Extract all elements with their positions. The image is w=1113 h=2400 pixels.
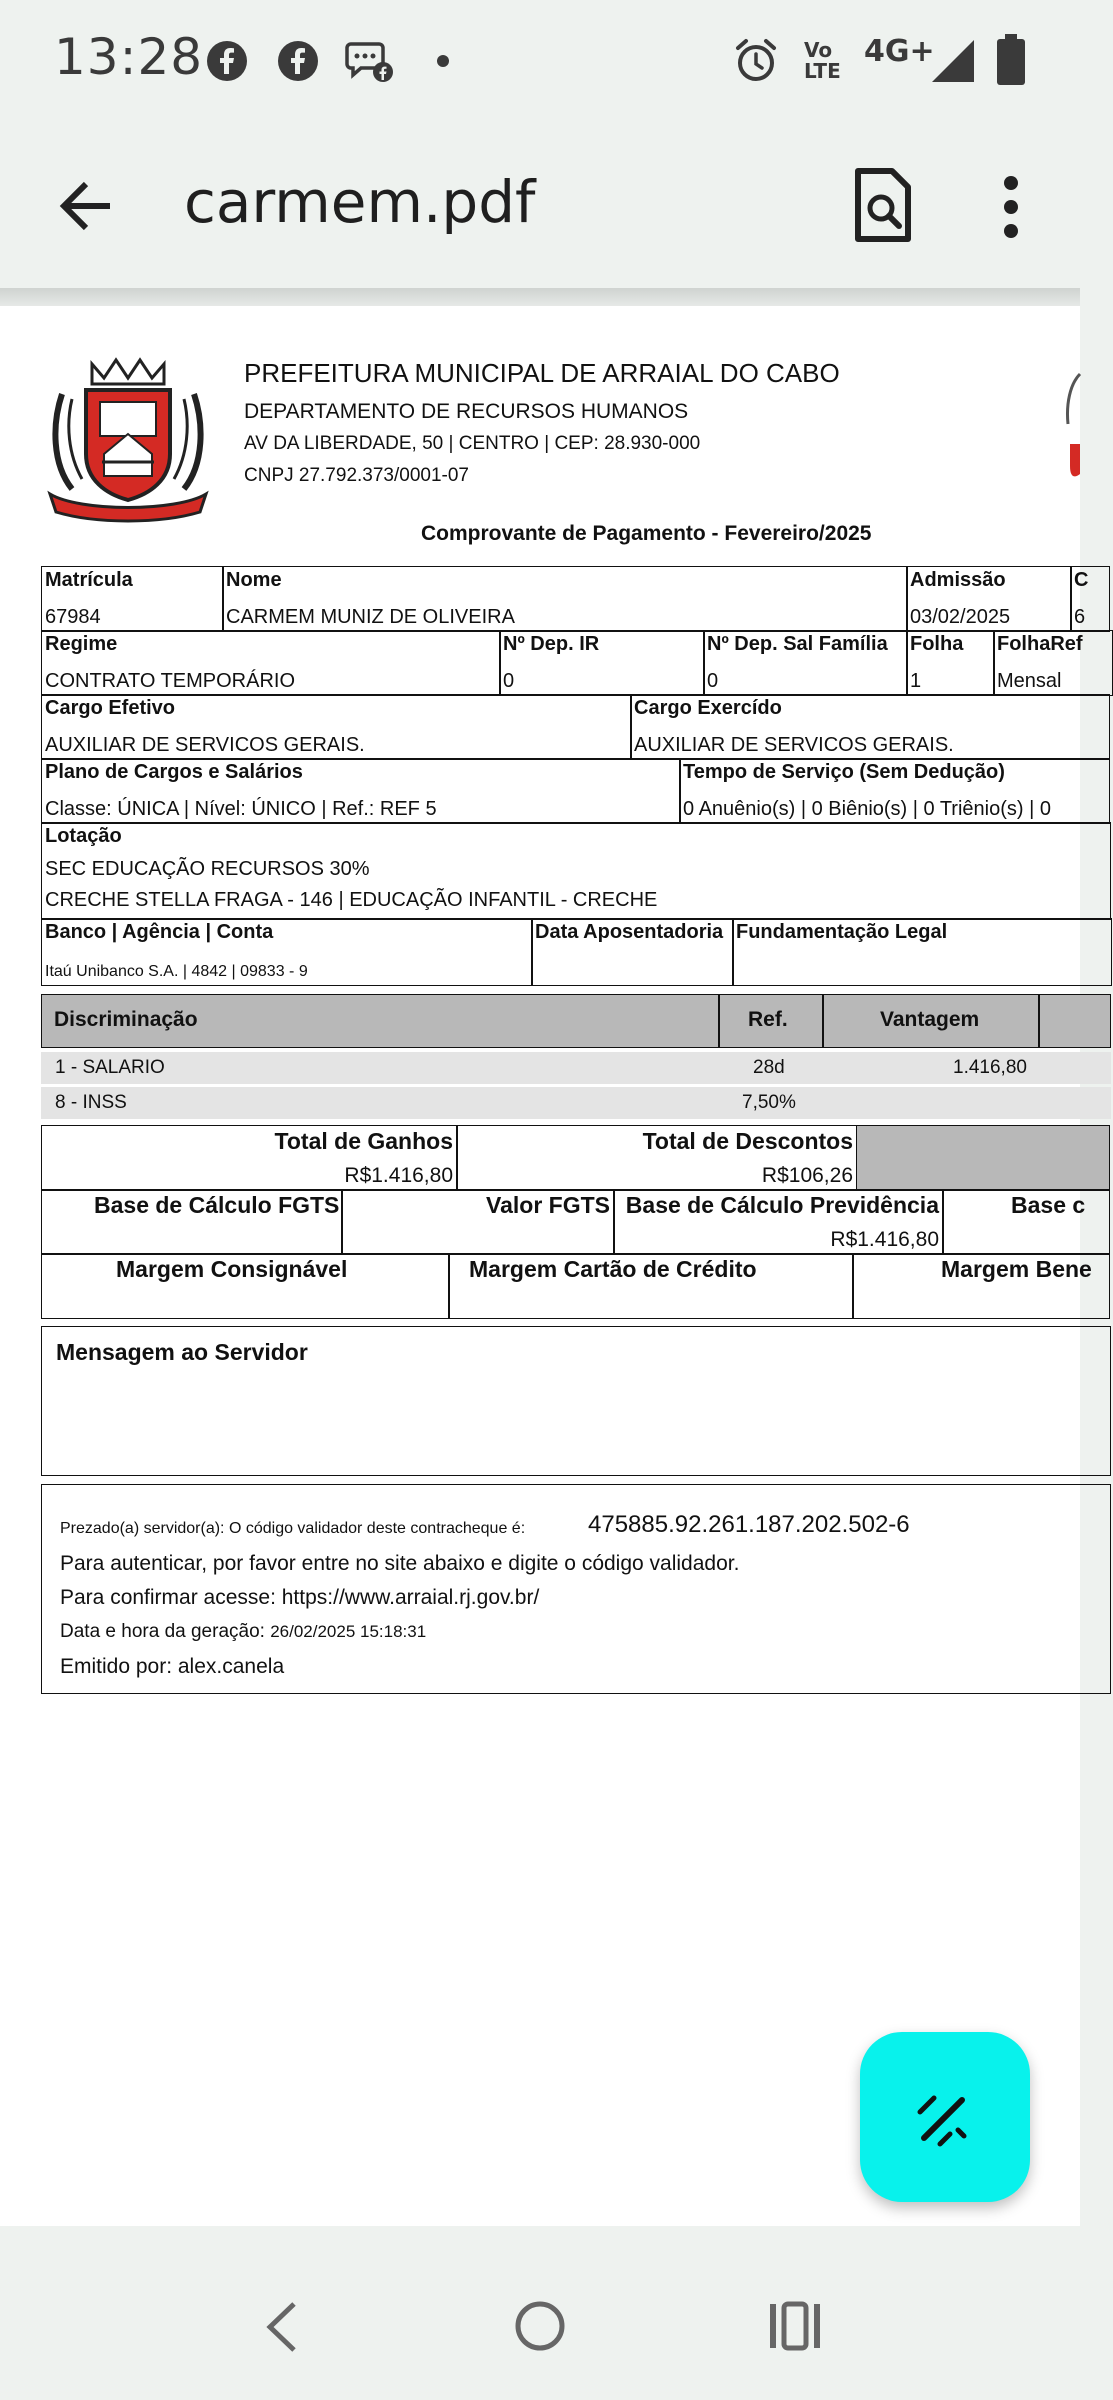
fundamentacao-label: Fundamentação Legal [736, 921, 948, 943]
nav-home-icon[interactable] [514, 2300, 566, 2352]
fundamentacao-cell [732, 918, 1112, 986]
cargo-efetivo-label: Cargo Efetivo [45, 697, 176, 719]
volte-indicator: Vo LTE [804, 38, 841, 83]
alarm-icon [734, 38, 778, 84]
folharef-cell [993, 630, 1113, 696]
extra-value: 6 [1074, 606, 1086, 628]
generation-label: Data e hora da geração: [60, 1621, 271, 1642]
generation-datetime: 26/02/2025 15:18:31 [270, 1622, 427, 1641]
folharef-value: Mensal [997, 670, 1062, 692]
nav-recents-icon[interactable] [768, 2300, 822, 2352]
dep-sal-value: 0 [707, 670, 719, 692]
search-document-icon[interactable] [853, 168, 911, 242]
nome-value: CARMEM MUNIZ DE OLIVEIRA [226, 606, 515, 628]
base-previdencia-cell [613, 1189, 944, 1255]
mensagem-label: Mensagem ao Servidor [56, 1339, 308, 1365]
total-descontos-cell [456, 1125, 858, 1191]
table-row [41, 1052, 1111, 1084]
back-arrow-icon[interactable] [56, 176, 116, 236]
base-previdencia-label: Base de Cálculo Previdência [625, 1192, 939, 1218]
row-desc: 8 - INSS [55, 1092, 127, 1113]
lotacao-line-1: SEC EDUCAÇÃO RECURSOS 30% [45, 858, 370, 880]
row-desc: 1 - SALARIO [55, 1057, 165, 1078]
total-ganhos-cell [41, 1125, 458, 1191]
row-ref: 28d [753, 1057, 785, 1078]
cargo-efetivo-cell [41, 694, 632, 760]
status-bar [0, 0, 1080, 120]
banco-label: Banco | Agência | Conta [45, 921, 274, 943]
dep-sal-label: Nº Dep. Sal Família [707, 633, 888, 655]
network-type: 4G+ [864, 34, 935, 69]
margem-beneficio-label: Margem Bene [941, 1256, 1092, 1282]
dep-ir-label: Nº Dep. IR [503, 633, 600, 655]
cargo-exercido-label: Cargo Exercído [634, 697, 782, 719]
row-vantagem: 1.416,80 [953, 1057, 1027, 1078]
facebook-icon [206, 40, 248, 82]
items-table-header [41, 994, 1111, 1048]
base-fgts-cell [41, 1189, 343, 1255]
header-line-2: DEPARTAMENTO DE RECURSOS HUMANOS [244, 400, 689, 423]
admissao-label: Admissão [910, 569, 1006, 591]
matricula-cell [41, 566, 224, 632]
margem-cartao-label: Margem Cartão de Crédito [469, 1256, 757, 1282]
banco-value: Itaú Unibanco S.A. | 4842 | 09833 - 9 [45, 963, 308, 980]
cargo-efetivo-value: AUXILIAR DE SERVICOS GERAIS. [45, 734, 365, 756]
validator-code: 475885.92.261.187.202.502-6 [588, 1511, 910, 1538]
col-ref: Ref. [748, 1008, 788, 1031]
plano-value: Classe: ÚNICA | Nível: ÚNICO | Ref.: REF 5 [45, 798, 437, 820]
more-vert-icon[interactable] [996, 174, 1026, 240]
margem-beneficio-cell [852, 1253, 1110, 1319]
regime-cell [41, 630, 501, 696]
cargo-exercido-value: AUXILIAR DE SERVICOS GERAIS. [634, 734, 954, 756]
status-time: 13:28 [54, 28, 204, 86]
header-line-4: CNPJ 27.792.373/0001-07 [244, 465, 469, 486]
col-vantagem: Vantagem [880, 1008, 980, 1031]
footer-line-4 [60, 1621, 426, 1643]
valor-fgts-label: Valor FGTS [486, 1192, 610, 1218]
regime-label: Regime [45, 633, 118, 655]
messenger-icon [345, 40, 397, 84]
cargo-exercido-cell [630, 694, 1110, 760]
lotacao-cell [41, 822, 1111, 920]
dep-ir-cell [499, 630, 705, 696]
valor-fgts-cell [341, 1189, 615, 1255]
battery-icon [996, 34, 1026, 86]
nav-back-icon[interactable] [264, 2300, 300, 2354]
margem-consignavel-cell [41, 1253, 450, 1319]
plano-label: Plano de Cargos e Salários [45, 761, 303, 783]
base-other-label: Base c [1011, 1192, 1086, 1218]
total-ganhos-value: R$1.416,80 [344, 1164, 453, 1187]
secondary-logo [1064, 374, 1080, 486]
edit-icon [912, 2084, 978, 2150]
base-previdencia-value: R$1.416,80 [830, 1228, 939, 1251]
banco-cell [41, 918, 533, 986]
pdf-page[interactable] [0, 306, 1092, 2226]
aposentadoria-label: Data Aposentadoria [535, 921, 724, 943]
table-row [41, 1087, 1111, 1119]
nome-cell [222, 566, 908, 632]
edit-fab-button[interactable] [860, 2032, 1030, 2202]
dep-ir-value: 0 [503, 670, 515, 692]
footer-cell [41, 1484, 1111, 1694]
signal-icon [930, 38, 976, 84]
system-nav-bar [0, 2226, 1080, 2400]
footer-line-2: Para autenticar, por favor entre no site abaixo e digite o código validador. [60, 1552, 740, 1575]
total-ganhos-label: Total de Ganhos [274, 1128, 453, 1154]
regime-value: CONTRATO TEMPORÁRIO [45, 670, 296, 692]
admissao-value: 03/02/2025 [910, 606, 1011, 628]
header-line-3: AV DA LIBERDADE, 50 | CENTRO | CEP: 28.930-000 [244, 433, 701, 454]
extra-label: C [1074, 569, 1089, 591]
tempo-label: Tempo de Serviço (Sem Dedução) [683, 761, 1005, 783]
folha-value: 1 [910, 670, 922, 692]
matricula-value: 67984 [45, 606, 101, 628]
row-ref: 7,50% [742, 1092, 796, 1113]
tempo-cell [679, 758, 1110, 824]
base-other-cell [942, 1189, 1110, 1255]
admissao-cell [906, 566, 1072, 632]
folha-label: Folha [910, 633, 964, 655]
base-fgts-label: Base de Cálculo FGTS [94, 1192, 340, 1218]
margem-consignavel-label: Margem Consignável [116, 1256, 348, 1282]
tempo-value: 0 Anuênio(s) | 0 Biênio(s) | 0 Triênio(s) | 0 [683, 798, 1051, 820]
lotacao-label: Lotação [45, 825, 122, 847]
payslip-title: Comprovante de Pagamento - Fevereiro/2025 [421, 522, 872, 545]
extra-cell [1070, 566, 1110, 632]
margem-cartao-cell [448, 1253, 854, 1319]
payslip-document [0, 306, 1092, 1706]
col-discriminacao: Discriminação [54, 1008, 198, 1031]
folha-cell [906, 630, 995, 696]
mensagem-cell [41, 1326, 1111, 1476]
footer-line-5: Emitido por: alex.canela [60, 1655, 285, 1678]
document-title: carmem.pdf [184, 168, 536, 236]
aposentadoria-cell [531, 918, 734, 986]
nome-label: Nome [226, 569, 282, 591]
facebook-icon [277, 40, 319, 82]
municipal-crest-logo [42, 354, 214, 520]
app-bar [0, 120, 1080, 288]
matricula-label: Matrícula [45, 569, 133, 591]
total-liquido-cell [856, 1125, 1110, 1191]
footer-line-3: Para confirmar acesse: https://www.arraial.rj.gov.br/ [60, 1586, 540, 1609]
notification-dot [437, 55, 449, 67]
plano-cell [41, 758, 681, 824]
app-bar-shadow [0, 288, 1080, 306]
dep-sal-cell [703, 630, 908, 696]
total-descontos-label: Total de Descontos [642, 1128, 853, 1154]
folharef-label: FolhaRef [997, 633, 1083, 655]
validator-prefix: Prezado(a) servidor(a): O código validador deste contracheque é: [60, 1520, 526, 1537]
total-descontos-value: R$106,26 [761, 1164, 853, 1187]
header-line-1: PREFEITURA MUNICIPAL DE ARRAIAL DO CABO [244, 358, 840, 388]
lotacao-line-2: CRECHE STELLA FRAGA - 146 | EDUCAÇÃO INFANTIL - CRECHE [45, 889, 658, 911]
